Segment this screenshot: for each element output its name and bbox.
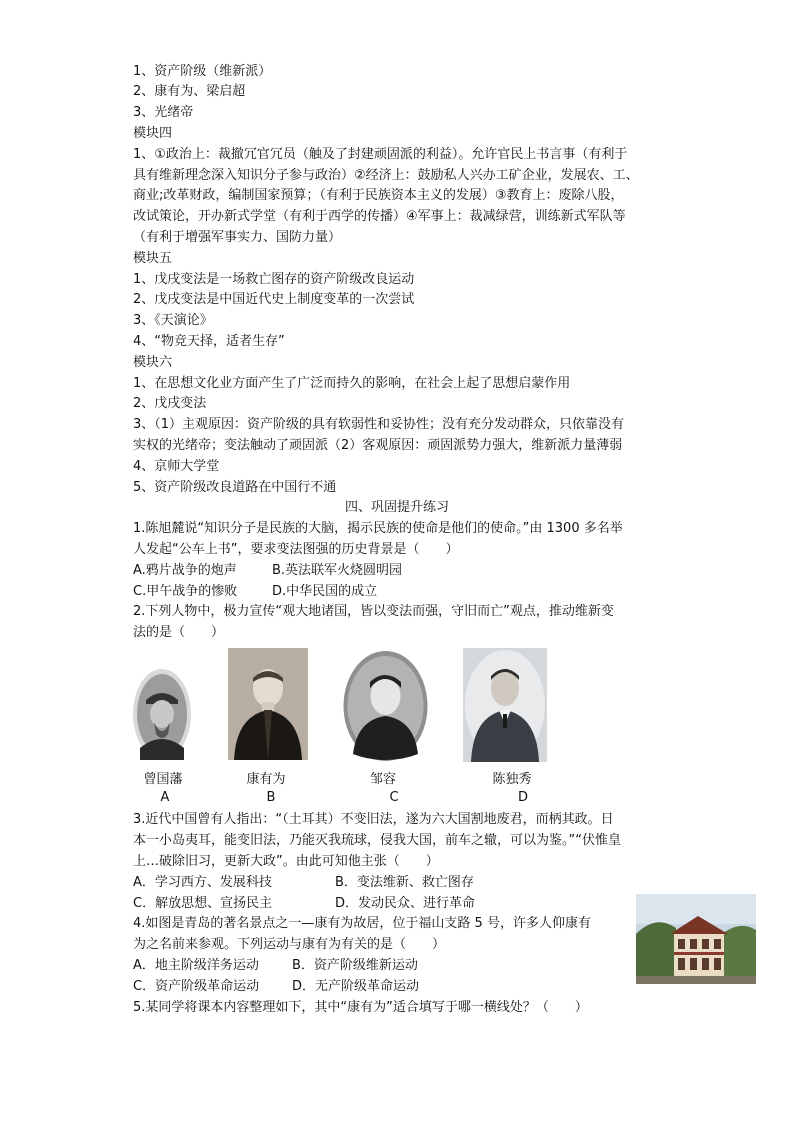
answer-line: （有利于增强军事实力、国防力量） — [133, 230, 342, 245]
answer-line: 1、在思想文化业方面产生了广泛而持久的影响，在社会上起了思想启蒙作用 — [133, 376, 571, 391]
answer-line: 5、资产阶级改良道路在中国行不通 — [133, 480, 337, 495]
portrait-zou-rong — [343, 650, 428, 762]
q4-option-c: C．资产阶级革命运动 — [133, 979, 260, 994]
person-name-b: 康有为 — [246, 772, 286, 787]
q4-option-a: A．地主阶级洋务运动 — [133, 958, 259, 973]
answer-line: 1、①政治上：裁撤冗官冗员（触及了封建顽固派的利益）。允许官民上书言事（有利于 — [133, 147, 628, 162]
q3-option-c: C．解放思想、宣扬民主 — [133, 896, 273, 911]
q1-option-c: C.甲午战争的惨败 — [133, 584, 238, 599]
q4-option-b: B．资产阶级维新运动 — [292, 958, 418, 973]
question-4-text: 为之名前来参观。下列运动与康有为有关的是（ ） — [133, 937, 446, 952]
answer-line: 改试策论，开办新式学堂（有利于西学的传播）④军事上：裁减绿营，训练新式军队等 — [133, 209, 626, 224]
question-3-text: 上…破除旧习，更新大政”。由此可知他主张（ ） — [133, 854, 439, 869]
person-name-c: 邹容 — [369, 772, 396, 787]
option-letter-a: A — [160, 790, 170, 805]
question-2-text: 法的是（ ） — [133, 625, 225, 640]
q1-option-b: B.英法联军火烧圆明园 — [272, 563, 403, 578]
answer-line: 3、光绪帝 — [133, 105, 194, 120]
person-name-a: 曾国藩 — [143, 772, 183, 787]
answer-line: 1、资产阶级（维新派） — [133, 64, 272, 79]
question-3-text: 3.近代中国曾有人指出：“（土耳其）不变旧法，遂为六大国割地废君，而柄其政。日 — [133, 812, 614, 827]
question-1-text: 人发起“公车上书”，要求变法图强的历史背景是（ ） — [133, 542, 459, 557]
module-title: 模块四 — [133, 126, 173, 141]
q4-option-d: D．无产阶级革命运动 — [292, 979, 420, 994]
q1-option-d: D.中华民国的成立 — [272, 584, 378, 599]
q1-option-a: A.鸦片战争的炮声 — [133, 563, 237, 578]
question-5-text: 5.某同学将课本内容整理如下，其中“康有为”适合填写于哪一横线处？（ ） — [133, 1000, 588, 1015]
person-name-d: 陈独秀 — [492, 772, 532, 787]
answer-line: 具有维新理念深入知识分子参与政治）②经济上：鼓励私人兴办工矿企业，发展农、工、 — [133, 168, 639, 183]
answer-line: 3、《天演论》 — [133, 313, 213, 328]
question-4-text: 4.如图是青岛的著名景点之一—康有为故居，位于福山支路 5 号，许多人仰康有 — [133, 916, 591, 931]
q3-option-a: A．学习西方、发展科技 — [133, 875, 272, 890]
answer-line: 2、康有为、梁启超 — [133, 84, 246, 99]
answer-line: 2、戊戌变法是中国近代史上制度变革的一次尝试 — [133, 292, 415, 307]
answer-line: 商业;改革财政，编制国家预算；（有利于民族资本主义的发展）③教育上：废除八股， — [133, 188, 624, 203]
section-title: 四、巩固提升练习 — [344, 500, 449, 515]
portrait-chen-duxiu — [463, 648, 547, 762]
module-title: 模块六 — [133, 355, 173, 370]
question-2-text: 2.下列人物中，极力宣传“观大地诸国，皆以变法而强，守旧而亡”观点，推动维新变 — [133, 604, 614, 619]
option-letter-d: D — [517, 790, 528, 805]
answer-line: 4、“物竞天择，适者生存” — [133, 334, 285, 349]
portrait-zeng-guofan — [132, 668, 192, 760]
question-3-text: 本一小岛夷耳，能变旧法，乃能灭我琉球，侵我大国，前车之辙，可以为鉴。”“伏惟皇 — [133, 833, 621, 848]
q3-option-d: D．发动民众、进行革命 — [335, 896, 476, 911]
question-1-text: 1.陈旭麓说“知识分子是民族的大脑，揭示民族的使命是他们的使命。”由 1300 多名举 — [133, 521, 623, 536]
kang-youwei-residence-photo — [636, 894, 756, 984]
answer-line: 1、戊戌变法是一场救亡图存的资产阶级改良运动 — [133, 272, 415, 287]
q3-option-b: B．变法维新、救亡图存 — [335, 875, 474, 890]
option-letter-c: C — [389, 790, 399, 805]
answer-line: 实权的光绪帝；变法触动了顽固派（2）客观原因：顽固派势力强大，维新派力量薄弱 — [133, 438, 623, 453]
module-title: 模块五 — [133, 251, 173, 266]
portrait-kang-youwei — [228, 648, 308, 760]
answer-line: 4、京师大学堂 — [133, 459, 220, 474]
option-letter-b: B — [266, 790, 276, 805]
answer-line: 3、（1）主观原因：资产阶级的具有软弱性和妥协性；没有充分发动群众，只依靠没有 — [133, 417, 625, 432]
answer-line: 2、戊戌变法 — [133, 396, 207, 411]
